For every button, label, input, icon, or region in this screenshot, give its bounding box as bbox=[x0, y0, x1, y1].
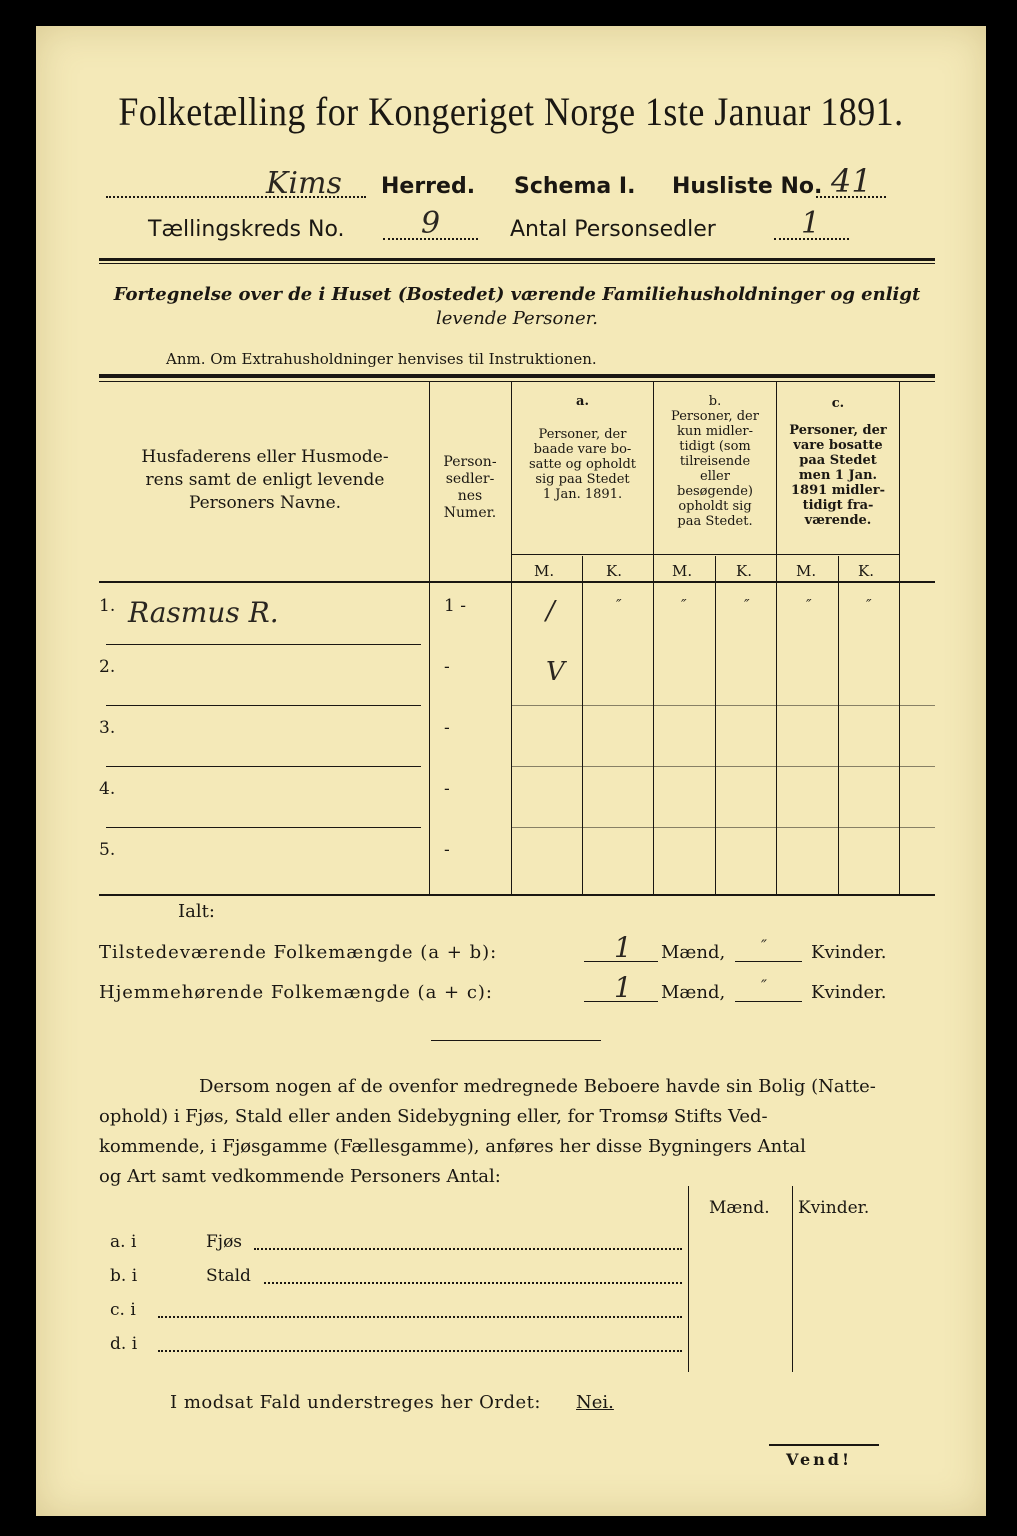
a-m-header: M. bbox=[534, 562, 555, 580]
vend-label: Vend! bbox=[786, 1450, 852, 1469]
tally-ck: ″ bbox=[866, 596, 872, 614]
b-m-header: M. bbox=[672, 562, 693, 580]
ialt-label: Ialt: bbox=[178, 901, 215, 922]
row-a-word: Fjøs bbox=[206, 1232, 243, 1252]
personseddel-number: - bbox=[444, 718, 450, 738]
form-title: Folketælling for Kongeriget Norge 1ste Januar 1891. bbox=[118, 89, 904, 134]
personseddel-number: - bbox=[444, 840, 450, 860]
row-number: 5. bbox=[99, 840, 116, 860]
col-c-header: c. Personer, der vare bosatte paa Stedet men 1 Jan. 1891 midler- tidigt fra- værende. bbox=[789, 396, 887, 528]
tally-ak: ″ bbox=[616, 596, 622, 614]
row-number: 2. bbox=[99, 657, 116, 677]
tilst-label: Tilstedeværende Folkemængde (a + b): bbox=[99, 942, 498, 963]
tilst-kvinder: Kvinder. bbox=[811, 942, 887, 963]
a-k-header: K. bbox=[606, 562, 622, 580]
modsat-text: I modsat Fald understreges her Ordet: bbox=[170, 1392, 541, 1413]
antal-label: Antal Personsedler bbox=[510, 217, 716, 242]
hjem-kvinder: Kvinder. bbox=[811, 982, 887, 1003]
nei-word: Nei. bbox=[576, 1392, 614, 1413]
person-name: Rasmus R. bbox=[128, 596, 279, 629]
personseddel-number: - bbox=[444, 657, 450, 677]
tilst-maend: Mænd, bbox=[661, 942, 726, 963]
hjem-label: Hjemmehørende Folkemængde (a + c): bbox=[99, 982, 493, 1003]
row-d-label: d. i bbox=[110, 1334, 138, 1354]
anm-note: Anm. Om Extrahusholdninger henvises til Instruktionen. bbox=[166, 350, 597, 368]
tally-am: / bbox=[546, 596, 555, 626]
tally-bm: ″ bbox=[681, 596, 687, 614]
census-form bbox=[36, 26, 986, 1516]
row-number: 3. bbox=[99, 718, 116, 738]
kreds-label: Tællingskreds No. bbox=[148, 217, 345, 242]
tally-am: V bbox=[546, 657, 565, 687]
herred-label: Herred. bbox=[381, 174, 476, 199]
tally-bk: ″ bbox=[744, 596, 750, 614]
herred-value: Kims bbox=[266, 166, 342, 201]
antal-value: 1 bbox=[801, 206, 821, 241]
col-name-header: Husfaderens eller Husmode- rens samt de enligt levende Personers Navne. bbox=[141, 447, 389, 513]
tilst-k-value: ″ bbox=[761, 936, 767, 955]
schema-label: Schema I. bbox=[514, 174, 636, 199]
tally-cm: ″ bbox=[806, 596, 812, 614]
b-k-header: K. bbox=[736, 562, 752, 580]
row-b-label: b. i bbox=[110, 1266, 138, 1286]
hjem-m-value: 1 bbox=[614, 971, 632, 1004]
kvinder-column: Kvinder. bbox=[798, 1198, 870, 1218]
row-number: 4. bbox=[99, 779, 116, 799]
hjem-maend: Mænd, bbox=[661, 982, 726, 1003]
personseddel-number: - bbox=[444, 779, 450, 799]
intro-line-2: levende Personer. bbox=[436, 308, 598, 329]
tilst-m-value: 1 bbox=[614, 931, 632, 964]
col-a-header: a. Personer, der baade vare bo- satte og opholdt sig paa Stedet 1 Jan. 1891. bbox=[528, 394, 637, 502]
c-m-header: M. bbox=[796, 562, 817, 580]
kreds-value: 9 bbox=[421, 206, 441, 241]
hjem-k-value: ″ bbox=[761, 976, 767, 995]
personseddel-number: 1 - bbox=[444, 596, 466, 616]
footer-paragraph: Dersom nogen af de ovenfor medregnede Beboere havde sin Bolig (Natte- ophold) i Fjøs, Stald eller anden Sidebygning eller, for Tromsø Stifts Ved- kommende, i Fjøsgamme (Fællesgamme), anføres her disse Bygningers Antal og Art samt vedkommende Personers Antal: bbox=[99, 1076, 876, 1187]
col-b-header: b. Personer, der kun midler- tidigt (som tilreisende eller besøgende) opholdt sig paa Stedet. bbox=[671, 394, 759, 529]
husliste-label: Husliste No. bbox=[672, 174, 823, 199]
row-a-label: a. i bbox=[110, 1232, 137, 1252]
maend-column: Mænd. bbox=[709, 1198, 770, 1218]
c-k-header: K. bbox=[858, 562, 874, 580]
row-c-label: c. i bbox=[110, 1300, 136, 1320]
intro-line-1: Fortegnelse over de i Huset (Bostedet) værende Familiehusholdninger og enligt bbox=[113, 284, 921, 305]
row-number: 1. bbox=[99, 596, 116, 616]
husliste-value: 41 bbox=[831, 162, 872, 200]
col-num-header: Person- sedler- nes Numer. bbox=[443, 454, 497, 521]
row-b-word: Stald bbox=[206, 1266, 251, 1286]
